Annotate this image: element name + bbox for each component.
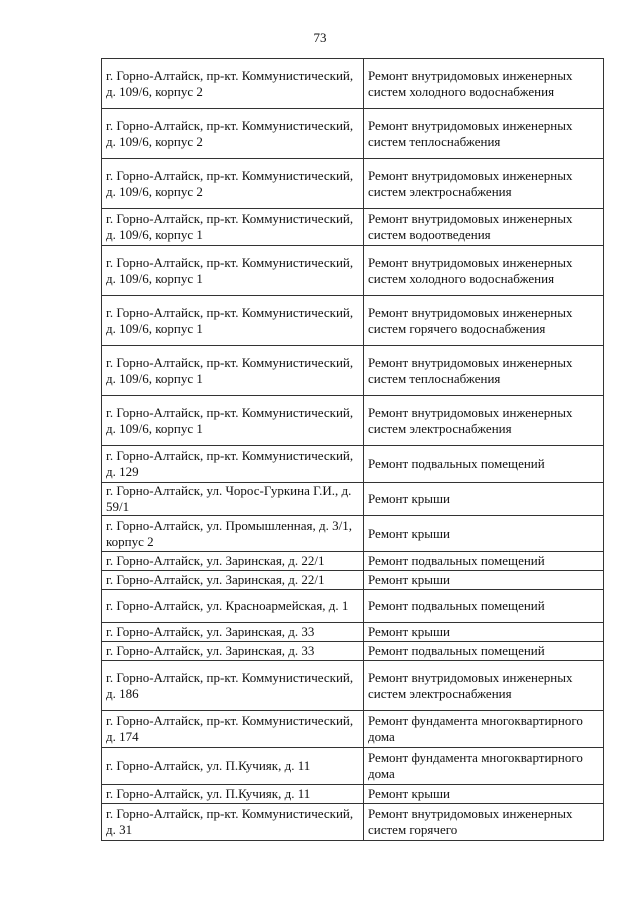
page-number: 73 — [313, 30, 327, 45]
work-type-cell: Ремонт подвальных помещений — [364, 590, 604, 623]
table-row — [102, 516, 604, 552]
address-cell: г. Горно-Алтайск, ул. Заринская, д. 22/1 — [102, 552, 364, 571]
work-type-cell: Ремонт крыши — [364, 516, 604, 552]
work-type-cell: Ремонт фундамента многоквартирного дома — [364, 711, 604, 748]
work-type-cell: Ремонт внутридомовых инженерных систем теплоснабжения — [364, 109, 604, 159]
address-cell: г. Горно-Алтайск, ул. П.Кучияк, д. 11 — [102, 785, 364, 804]
address-cell: г. Горно-Алтайск, пр-кт. Коммунистический, д. 129 — [102, 446, 364, 483]
work-type-cell: Ремонт внутридомовых инженерных систем холодного водоснабжения — [364, 59, 604, 109]
work-type-cell: Ремонт подвальных помещений — [364, 446, 604, 483]
address-cell: г. Горно-Алтайск, пр-кт. Коммунистический, д. 109/6, корпус 1 — [102, 246, 364, 296]
table-row — [102, 109, 604, 159]
work-type-cell: Ремонт крыши — [364, 785, 604, 804]
work-type-cell: Ремонт внутридомовых инженерных систем горячего — [364, 804, 604, 841]
address-cell: г. Горно-Алтайск, ул. Заринская, д. 33 — [102, 642, 364, 661]
address-cell: г. Горно-Алтайск, ул. Заринская, д. 33 — [102, 623, 364, 642]
address-cell: г. Горно-Алтайск, пр-кт. Коммунистический, д. 109/6, корпус 1 — [102, 296, 364, 346]
table-row — [102, 590, 604, 623]
table-row — [102, 396, 604, 446]
table-row — [102, 711, 604, 748]
works-table-body — [102, 59, 604, 841]
address-cell: г. Горно-Алтайск, ул. Чорос-Гуркина Г.И., д. 59/1 — [102, 483, 364, 516]
work-type-cell: Ремонт подвальных помещений — [364, 552, 604, 571]
table-row — [102, 296, 604, 346]
work-type-cell: Ремонт фундамента многоквартирного дома — [364, 748, 604, 785]
work-type-cell: Ремонт внутридомовых инженерных систем электроснабжения — [364, 159, 604, 209]
address-cell: г. Горно-Алтайск, пр-кт. Коммунистический, д. 109/6, корпус 1 — [102, 209, 364, 246]
address-cell: г. Горно-Алтайск, ул. П.Кучияк, д. 11 — [102, 748, 364, 785]
work-type-cell: Ремонт внутридомовых инженерных систем горячего водоснабжения — [364, 296, 604, 346]
work-type-cell: Ремонт крыши — [364, 483, 604, 516]
table-row — [102, 346, 604, 396]
table-row — [102, 623, 604, 642]
table-row — [102, 209, 604, 246]
address-cell: г. Горно-Алтайск, ул. Красноармейская, д. 1 — [102, 590, 364, 623]
table-row — [102, 159, 604, 209]
address-cell: г. Горно-Алтайск, пр-кт. Коммунистический, д. 109/6, корпус 2 — [102, 59, 364, 109]
table-row — [102, 483, 604, 516]
table-row — [102, 661, 604, 711]
work-type-cell: Ремонт подвальных помещений — [364, 642, 604, 661]
address-cell: г. Горно-Алтайск, пр-кт. Коммунистический, д. 109/6, корпус 2 — [102, 159, 364, 209]
address-cell: г. Горно-Алтайск, пр-кт. Коммунистический, д. 31 — [102, 804, 364, 841]
work-type-cell: Ремонт внутридомовых инженерных систем электроснабжения — [364, 661, 604, 711]
table-row — [102, 59, 604, 109]
address-cell: г. Горно-Алтайск, ул. Промышленная, д. 3/1, корпус 2 — [102, 516, 364, 552]
table-row — [102, 552, 604, 571]
table-row — [102, 748, 604, 785]
table-row — [102, 246, 604, 296]
work-type-cell: Ремонт внутридомовых инженерных систем теплоснабжения — [364, 346, 604, 396]
address-cell: г. Горно-Алтайск, пр-кт. Коммунистический, д. 109/6, корпус 1 — [102, 396, 364, 446]
works-table — [101, 58, 604, 841]
address-cell: г. Горно-Алтайск, пр-кт. Коммунистический, д. 109/6, корпус 1 — [102, 346, 364, 396]
address-cell: г. Горно-Алтайск, ул. Заринская, д. 22/1 — [102, 571, 364, 590]
work-type-cell: Ремонт крыши — [364, 571, 604, 590]
work-type-cell: Ремонт крыши — [364, 623, 604, 642]
table-row — [102, 804, 604, 841]
table-row — [102, 785, 604, 804]
address-cell: г. Горно-Алтайск, пр-кт. Коммунистический, д. 109/6, корпус 2 — [102, 109, 364, 159]
address-cell: г. Горно-Алтайск, пр-кт. Коммунистический, д. 174 — [102, 711, 364, 748]
address-cell: г. Горно-Алтайск, пр-кт. Коммунистический, д. 186 — [102, 661, 364, 711]
work-type-cell: Ремонт внутридомовых инженерных систем холодного водоснабжения — [364, 246, 604, 296]
table-row — [102, 642, 604, 661]
work-type-cell: Ремонт внутридомовых инженерных систем водоотведения — [364, 209, 604, 246]
work-type-cell: Ремонт внутридомовых инженерных систем электроснабжения — [364, 396, 604, 446]
table-row — [102, 571, 604, 590]
table-row — [102, 446, 604, 483]
